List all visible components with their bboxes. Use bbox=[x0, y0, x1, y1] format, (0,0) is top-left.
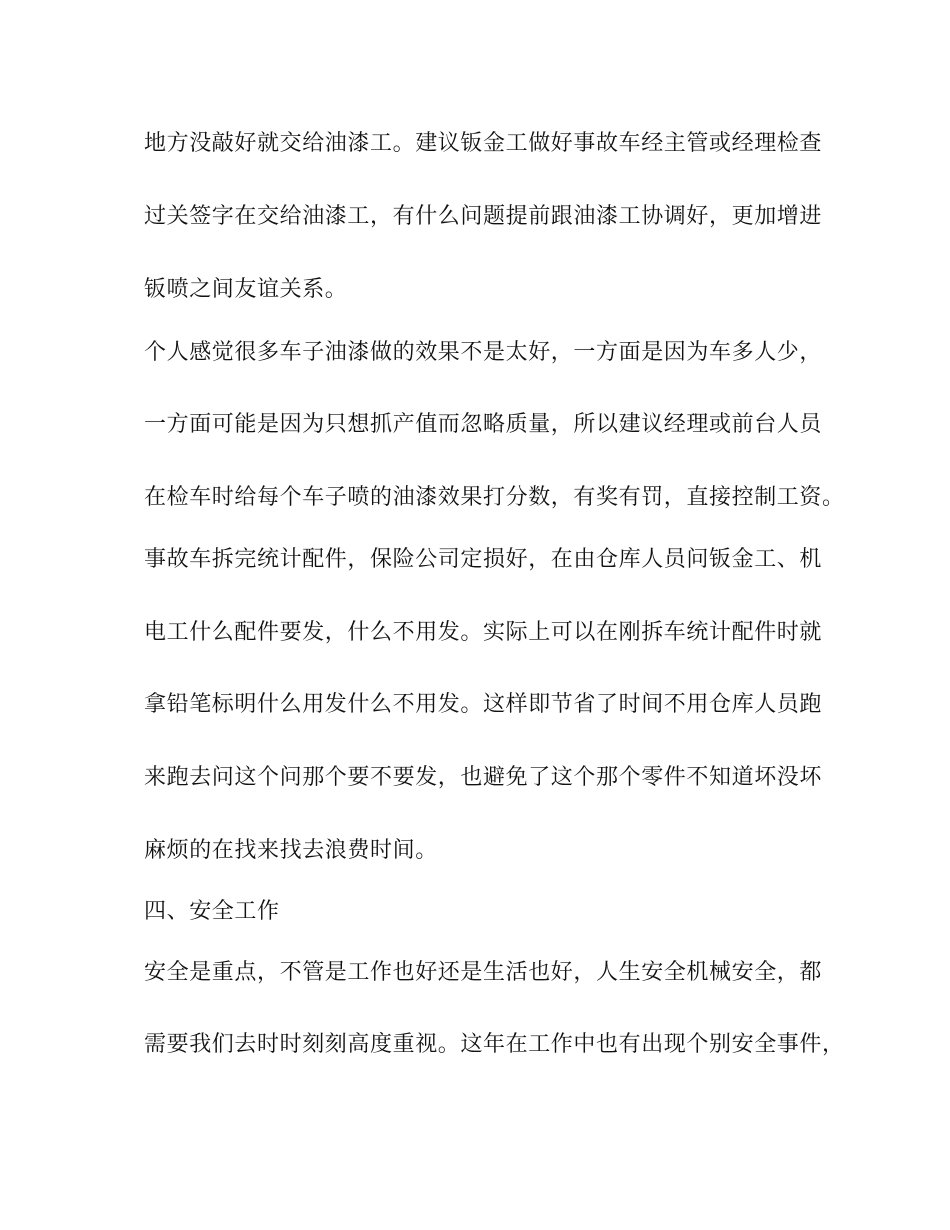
text-line: 来跑去问这个问那个要不要发，也避免了这个那个零件不知道坏没坏 bbox=[144, 765, 823, 790]
text-line: 电工什么配件要发，什么不用发。实际上可以在刚拆车统计配件时就 bbox=[144, 620, 823, 645]
text-line: 需要我们去时时刻刻高度重视。这年在工作中也有出现个别安全事件， bbox=[144, 1032, 845, 1057]
text-line: 事故车拆完统计配件，保险公司定损好，在由仓库人员问钣金工、机 bbox=[144, 547, 823, 572]
text-line: 在检车时给每个车子喷的油漆效果打分数，有奖有罚，直接控制工资。 bbox=[144, 485, 845, 510]
text-line: 麻烦的在找来找去浪费时间。 bbox=[144, 838, 438, 863]
text-line: 个人感觉很多车子油漆做的效果不是太好，一方面是因为车多人少， bbox=[144, 340, 823, 365]
text-line: 钣喷之间友谊关系。 bbox=[144, 277, 348, 302]
section-heading: 四、安全工作 bbox=[144, 899, 280, 924]
text-line: 一方面可能是因为只想抓产值而忽略质量，所以建议经理或前台人员 bbox=[144, 412, 823, 437]
text-line: 过关签字在交给油漆工，有什么问题提前跟油漆工协调好，更加增进 bbox=[144, 204, 823, 229]
text-line: 地方没敲好就交给油漆工。建议钣金工做好事故车经主管或经理检查 bbox=[144, 131, 823, 156]
text-line: 拿铅笔标明什么用发什么不用发。这样即节省了时间不用仓库人员跑 bbox=[144, 692, 823, 717]
text-line: 安全是重点，不管是工作也好还是生活也好，人生安全机械安全，都 bbox=[144, 960, 823, 985]
